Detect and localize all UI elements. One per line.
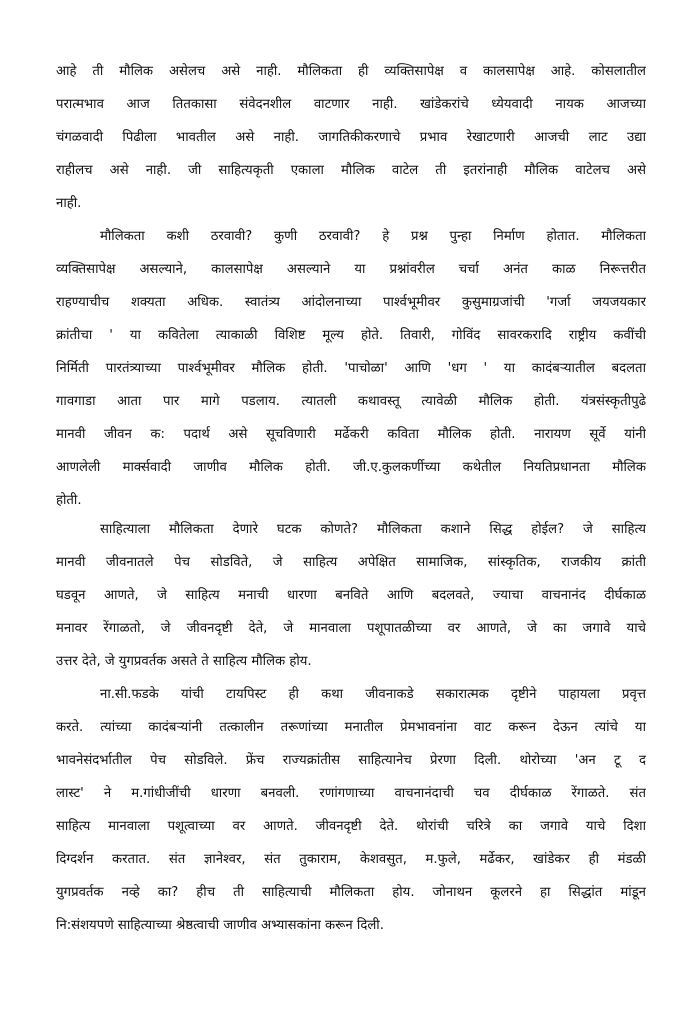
text-line: निर्मिती पारतंत्र्याच्या पार्श्वभूमीवर मौलिक होती. 'पाचोळा' आणि 'धग ' या कादंबऱ्यातील बदलता (56, 361, 646, 376)
text-line: नाही. (56, 196, 82, 211)
text-line: होती. (56, 493, 82, 508)
text-line: व्यक्तिसापेक्ष असल्याने, कालसापेक्ष असल्याने या प्रश्नांवरील चर्चा अनंत काळ निरूत्तरीत (56, 262, 646, 277)
text-line: युगप्रवर्तक नव्हे का? हीच ती साहित्याची मौलिकता होय. जोनाथन कूलरने हा सिद्धांत मांडून (56, 885, 646, 900)
text-line: घडवून आणते, जे साहित्य मनाची धारणा बनविते आणि बदलवते, ज्याचा वाचनानंद दीर्घकाळ (56, 588, 646, 603)
text-line: चंगळवादी पिढीला भावतील असे नाही. जागतिकीकरणाचे प्रभाव रेखाटणारी आजची लाट उद्या (56, 130, 646, 145)
text-line: गावगाडा आता पार मागे पडलाय. त्यातली कथावस्तू त्यावेळी मौलिक होती. यंत्रसंस्कृतीपुढे (56, 394, 646, 409)
text-line: आहे ती मौलिक असेलच असे नाही. मौलिकता ही व्यक्तिसापेक्ष व कालसापेक्ष आहे. कोसलातील (56, 64, 646, 79)
text-line: दिग्दर्शन करतात. संत ज्ञानेश्वर, संत तुकाराम, केशवसुत, म.फुले, मर्ढेकर, खांडेकर ही मंडळी (56, 852, 646, 867)
text-line: परात्मभाव आज तितकासा संवेदनशील वाटणार नाही. खांडेकरांचे ध्येयवादी नायक आजच्या (56, 97, 646, 112)
text-line: उत्तर देते, जे युगप्रवर्तक असते ते साहित्य मौलिक होय. (56, 654, 312, 669)
text-line: भावनेसंदर्भातील पेच सोडविले. फ्रेंच राज्यक्रांतीस साहित्यानेच प्रेरणा दिली. थोरोच्या 'अन टू द (56, 753, 646, 768)
text-line: राहण्याचीच शक्यता अधिक. स्वातंत्र्य आंदोलनाच्या पार्श्वभूमीवर कुसुमाग्रजांची 'गर्जा जयजयकार (56, 295, 646, 310)
paragraph-2 (56, 220, 646, 517)
paragraph-4 (56, 678, 646, 942)
text-line: नि:संशयपणे साहित्याच्या श्रेष्ठत्वाची जाणीव अभ्यासकांना करून दिली. (56, 918, 384, 933)
text-line: साहित्याला मौलिकता देणारे घटक कोणते? मौलिकता कशाने सिद्ध होईल? जे साहित्य (100, 522, 646, 537)
text-line: लास्ट' ने म.गांधीजींची धारणा बनवली. रणांगणाच्या वाचनानंदाची चव दीर्घकाळ रेंगाळते. संत (56, 786, 646, 801)
paragraph-1 (56, 55, 646, 220)
text-line: मानवी जीवन क: पदार्थ असे सूचविणारी मर्ढेकरी कविता मौलिक होती. नारायण सूर्वे यांनी (56, 427, 646, 442)
paragraph-3 (56, 513, 646, 678)
text-line: ना.सी.फडके यांची टायपिस्ट ही कथा जीवनाकडे सकारात्मक दृष्टीने पाहायला प्रवृत्त (100, 687, 646, 702)
text-line: क्रांतीचा ' या कवितेला त्याकाळी विशिष्ट मूल्य होते. तिवारी, गोविंद सावरकरादि राष्ट्रीय कवींची (56, 328, 646, 343)
text-line: करते. त्यांच्या कादंबऱ्यांनी तत्कालीन तरूणांच्या मनातील प्रेमभावनांना वाट करून देऊन त्यांचे या (56, 720, 646, 735)
text-line: आणलेली मार्क्सवादी जाणीव मौलिक होती. जी.ए.कुलकर्णीच्या कथेतील नियतिप्रधानता मौलिक (56, 460, 646, 475)
text-line: मनावर रेंगाळतो, जे जीवनदृष्टी देते, जे मानवाला पशूपातळीच्या वर आणते, जे का जगावे याचे (56, 621, 646, 636)
text-line: साहित्य मानवाला पशूत्वाच्या वर आणते. जीवनदृष्टी देते. थोरांची चरित्रे का जगावे याचे दिशा (56, 819, 646, 834)
text-line: मानवी जीवनातले पेच सोडविते, जे साहित्य अपेक्षित सामाजिक, सांस्कृतिक, राजकीय क्रांती (56, 555, 646, 570)
text-line: मौलिकता कशी ठरवावी? कुणी ठरवावी? हे प्रश्न पुन्हा निर्माण होतात. मौलिकता (100, 229, 646, 244)
text-line: राहीलच असे नाही. जी साहित्यकृती एकाला मौलिक वाटेल ती इतरांनाही मौलिक वाटेलच असे (56, 163, 646, 178)
